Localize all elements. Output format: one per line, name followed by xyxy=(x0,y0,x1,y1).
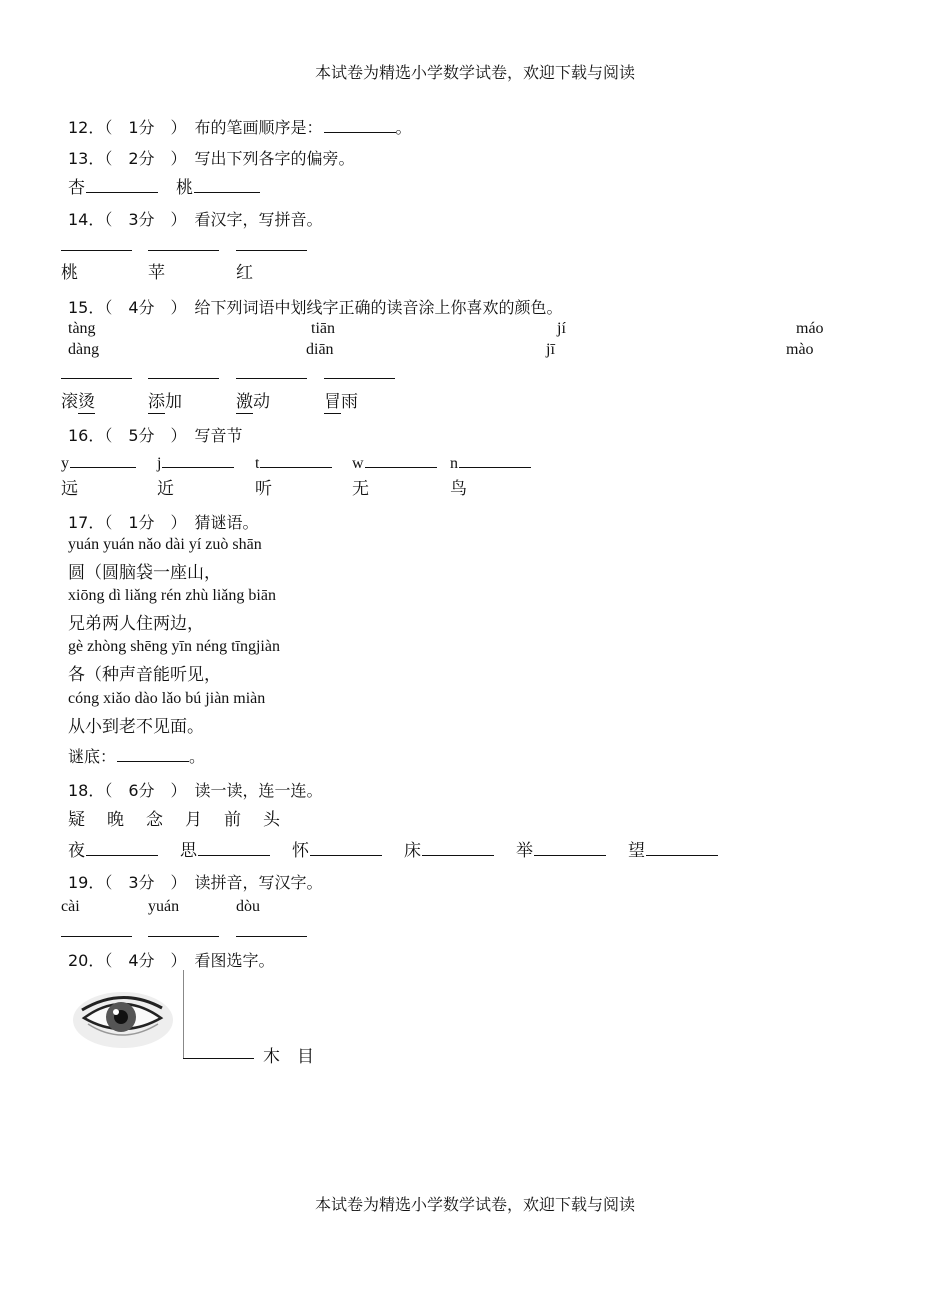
answer-blank[interactable] xyxy=(324,378,395,379)
match-item xyxy=(180,836,270,861)
letter-label: j xyxy=(157,455,162,472)
riddle-hanzi: 兄弟两人住两边， xyxy=(68,614,204,634)
question-14-title: 14．（ 3分 ） 看汉字，写拼音。 xyxy=(68,210,323,229)
answer-blank[interactable] xyxy=(194,176,260,193)
riddle-pinyin: xiōng dì liǎng rén zhù liǎng biān xyxy=(68,587,276,604)
word-item xyxy=(236,387,270,412)
answer-end: 。 xyxy=(189,747,206,766)
pinyin-option[interactable]: máo xyxy=(796,320,824,337)
match-top-row xyxy=(68,805,280,830)
radical-item-2 xyxy=(176,173,260,198)
riddle-answer xyxy=(68,744,205,767)
page-footer: 本试卷为精选小学数学试卷，欢迎下载与阅读 xyxy=(314,1195,635,1214)
answer-blank[interactable] xyxy=(86,176,158,193)
answer-label: 谜底： xyxy=(68,747,117,766)
answer-blank[interactable] xyxy=(148,378,219,379)
answer-blank[interactable] xyxy=(236,378,307,379)
answer-blank[interactable] xyxy=(365,451,437,468)
riddle-hanzi: 从小到老不见面。 xyxy=(68,717,204,737)
question-19-title: 19．（ 3分 ） 读拼音，写汉字。 xyxy=(68,873,323,892)
answer-blank[interactable] xyxy=(86,839,158,856)
char-label: 远 xyxy=(61,479,78,499)
match-char[interactable]: 夜 xyxy=(68,841,85,861)
answer-blank[interactable] xyxy=(422,839,494,856)
answer-blank[interactable] xyxy=(198,839,270,856)
match-char[interactable]: 念 xyxy=(146,810,163,830)
pinyin-option[interactable]: diān xyxy=(306,341,334,358)
answer-blank[interactable] xyxy=(310,839,382,856)
riddle-hanzi: 圆（圆脑袋一座山， xyxy=(68,563,221,583)
pinyin-option[interactable]: tàng xyxy=(68,320,96,337)
answer-blank[interactable] xyxy=(117,745,189,762)
match-item xyxy=(516,836,606,861)
underlined-char: 冒 xyxy=(324,392,341,412)
answer-blank[interactable] xyxy=(70,451,136,468)
answer-blank[interactable] xyxy=(61,936,132,937)
underlined-char: 添 xyxy=(148,392,165,412)
letter-label: t xyxy=(255,455,260,472)
question-20-title: 20．（ 4分 ） 看图选字。 xyxy=(68,951,275,970)
word-char: 雨 xyxy=(341,392,358,412)
page-header: 本试卷为精选小学数学试卷，欢迎下载与阅读 xyxy=(314,63,635,82)
match-char[interactable]: 床 xyxy=(404,841,421,861)
word-char: 滚 xyxy=(61,392,78,412)
pinyin-option[interactable]: jī xyxy=(546,341,555,358)
answer-blank[interactable] xyxy=(148,936,219,937)
char-label: 近 xyxy=(157,479,174,499)
pinyin-label: yuán xyxy=(148,898,180,915)
riddle-pinyin: yuán yuán nǎo dài yí zuò shān xyxy=(68,536,262,553)
pinyin-option[interactable]: jí xyxy=(557,320,566,337)
answer-blank[interactable] xyxy=(534,839,606,856)
answer-blank[interactable] xyxy=(260,451,332,468)
pinyin-label: dòu xyxy=(236,898,260,915)
char-label: 杏 xyxy=(68,178,85,198)
answer-blank[interactable] xyxy=(61,378,132,379)
char-label: 红 xyxy=(236,263,253,283)
letter-label: y xyxy=(61,455,69,472)
eye-picture xyxy=(66,980,180,1056)
match-char[interactable]: 举 xyxy=(516,841,533,861)
riddle-pinyin: cóng xiǎo dào lǎo bú jiàn miàn xyxy=(68,690,266,707)
word-char: 动 xyxy=(253,392,270,412)
word-item xyxy=(61,387,95,412)
answer-blank[interactable] xyxy=(236,936,307,937)
pinyin-option[interactable]: tiān xyxy=(311,320,335,337)
syllable-item xyxy=(352,451,437,473)
syllable-item xyxy=(255,451,332,473)
char-label: 鸟 xyxy=(450,479,467,499)
question-16-title: 16．（ 5分 ） 写音节 xyxy=(68,426,243,445)
letter-label: w xyxy=(352,455,364,472)
word-char: 加 xyxy=(165,392,182,412)
question-15-title: 15．（ 4分 ） 给下列词语中划线字正确的读音涂上你喜欢的颜色。 xyxy=(68,298,563,317)
riddle-pinyin: gè zhòng shēng yīn néng tīngjiàn xyxy=(68,638,280,655)
choice-options[interactable]: 木 目 xyxy=(263,1047,314,1067)
match-char[interactable]: 疑 xyxy=(68,810,85,830)
question-12-title: 12．（ 1分 ） 布的笔画顺序是： xyxy=(68,118,323,137)
match-item xyxy=(292,836,382,861)
pinyin-option[interactable]: dàng xyxy=(68,341,100,358)
question-12 xyxy=(68,115,412,138)
picture-divider xyxy=(183,970,184,1058)
match-char[interactable]: 望 xyxy=(628,841,645,861)
letter-label: n xyxy=(450,455,458,472)
match-char[interactable]: 怀 xyxy=(292,841,309,861)
match-item xyxy=(628,836,718,861)
char-label: 桃 xyxy=(176,178,193,198)
underlined-char: 烫 xyxy=(78,392,95,412)
match-char[interactable]: 晚 xyxy=(107,810,124,830)
syllable-item xyxy=(157,451,234,473)
match-char[interactable]: 前 xyxy=(224,810,241,830)
answer-blank[interactable] xyxy=(646,839,718,856)
syllable-item xyxy=(61,451,136,473)
riddle-hanzi: 各（种声音能听见， xyxy=(68,665,221,685)
answer-blank[interactable] xyxy=(459,451,531,468)
match-char[interactable]: 头 xyxy=(263,810,280,830)
answer-blank[interactable] xyxy=(236,250,307,251)
answer-blank[interactable] xyxy=(162,451,234,468)
question-17-title: 17．（ 1分 ） 猜谜语。 xyxy=(68,513,259,532)
answer-blank[interactable] xyxy=(324,116,396,133)
match-item xyxy=(68,836,158,861)
syllable-item xyxy=(450,451,531,473)
word-item xyxy=(148,387,182,412)
char-label: 苹 xyxy=(148,263,165,283)
answer-blank[interactable] xyxy=(61,250,132,251)
word-item xyxy=(324,387,358,412)
radical-item-1 xyxy=(68,173,158,198)
char-label: 桃 xyxy=(61,263,78,283)
char-label: 听 xyxy=(255,479,272,499)
pinyin-option[interactable]: mào xyxy=(786,341,814,358)
question-12-end: 。 xyxy=(395,118,412,137)
match-char[interactable]: 思 xyxy=(180,841,197,861)
underlined-char: 激 xyxy=(236,392,253,412)
question-13-title: 13．（ 2分 ） 写出下列各字的偏旁。 xyxy=(68,149,355,168)
char-label: 无 xyxy=(352,479,369,499)
question-18-title: 18．（ 6分 ） 读一读，连一连。 xyxy=(68,781,323,800)
answer-blank[interactable] xyxy=(148,250,219,251)
match-char[interactable]: 月 xyxy=(185,810,202,830)
match-item xyxy=(404,836,494,861)
pinyin-label: cài xyxy=(61,898,80,915)
answer-blank[interactable] xyxy=(183,1058,254,1059)
